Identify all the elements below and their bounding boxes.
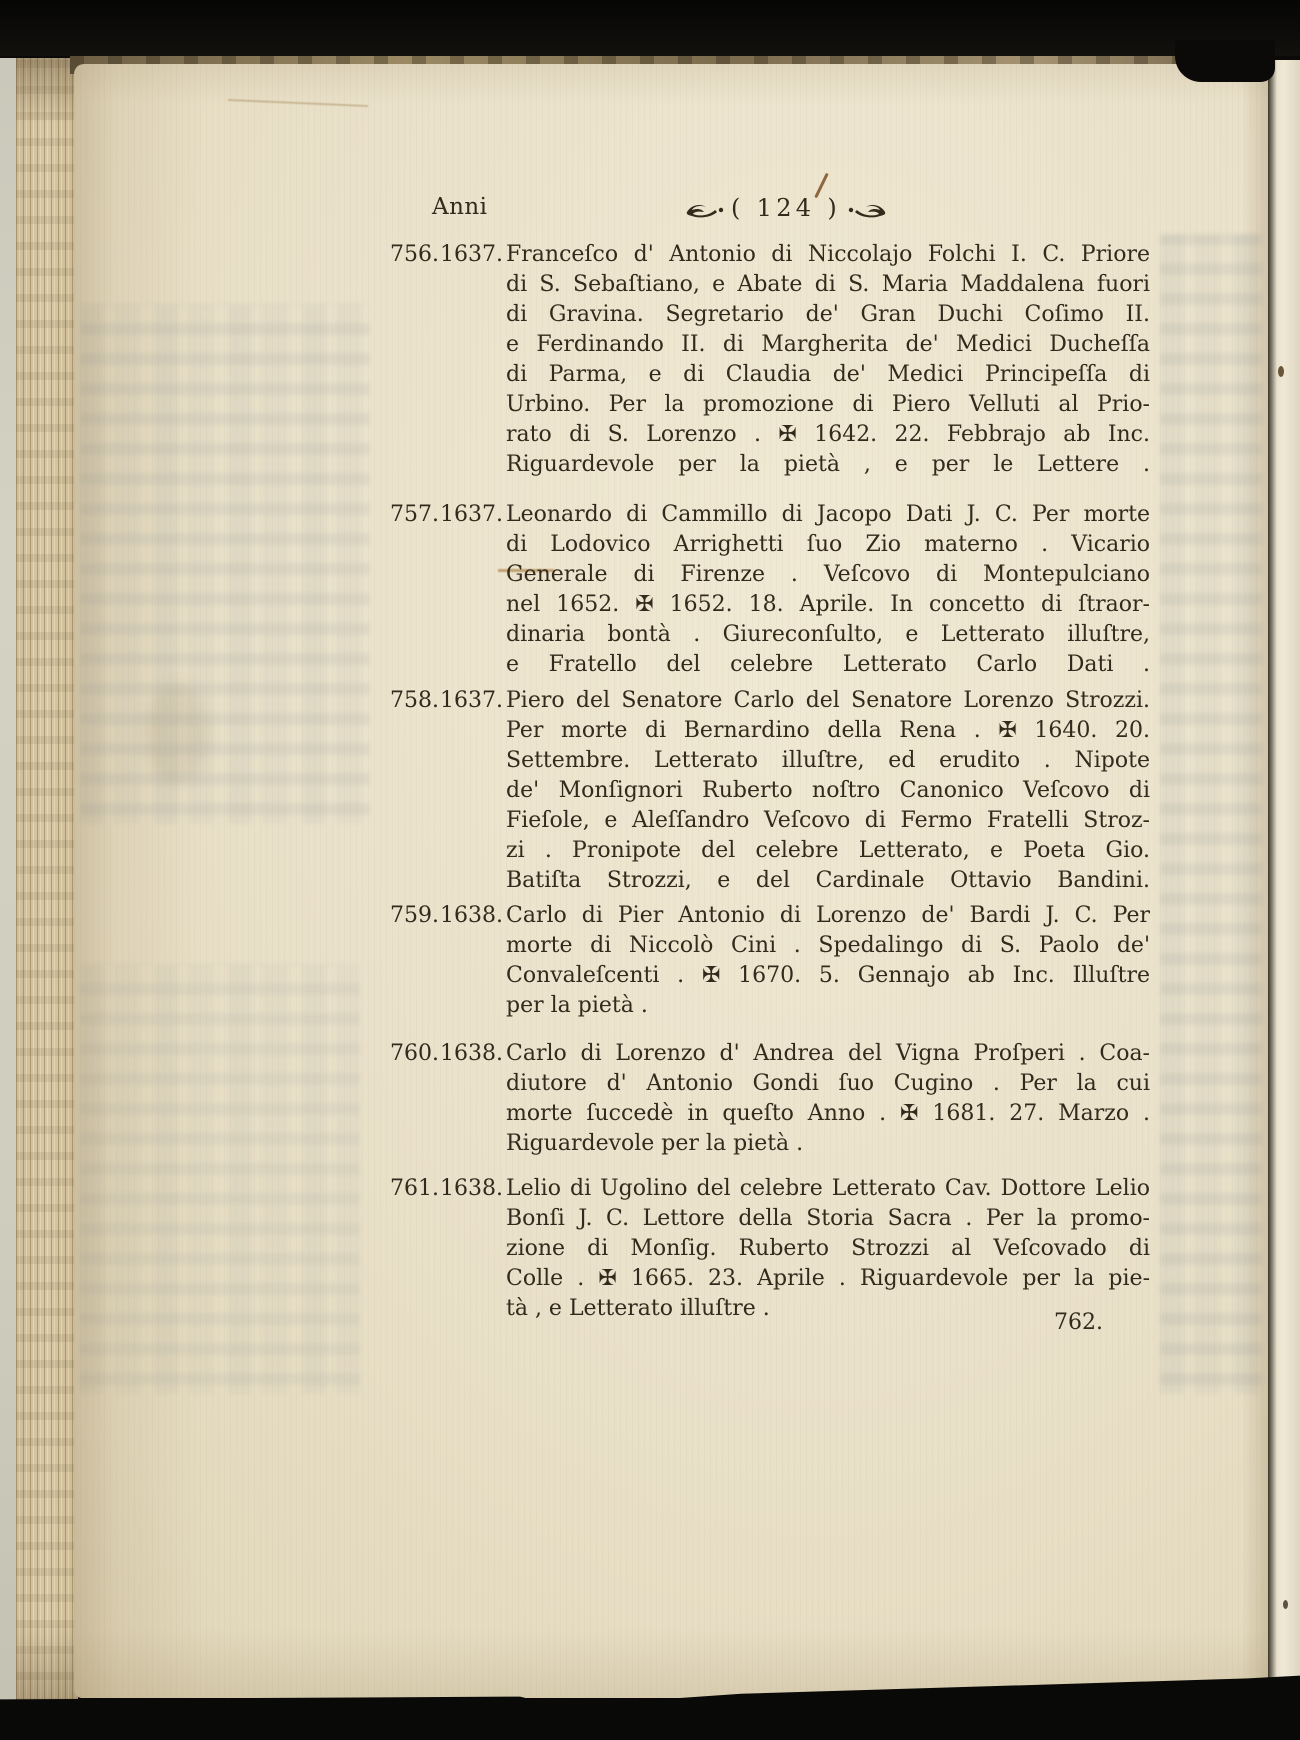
bleed-through-text bbox=[80, 964, 360, 1394]
text-line: Piero del Senatore Carlo del Senatore Lorenzo Strozzi. bbox=[506, 688, 1150, 713]
entry-number: 761. bbox=[390, 1176, 439, 1201]
page-right-fold-edge bbox=[1264, 60, 1300, 1690]
text-line: morte ſuccedè in queſto Anno . ✠ 1681. 27. Marzo . bbox=[506, 1101, 1150, 1126]
photo-background-top bbox=[0, 0, 1300, 56]
running-header-anni: Anni bbox=[432, 194, 488, 220]
entry-year: 1638. bbox=[440, 1041, 503, 1066]
text-line: e Fratello del celebre Letterato Carlo Dati . bbox=[506, 652, 1150, 677]
text-line: diutore d' Antonio Gondi ſuo Cugino . Per la cui bbox=[506, 1071, 1150, 1096]
entry-year: 1638. bbox=[440, 1176, 503, 1201]
text-line: Colle . ✠ 1665. 23. Aprile . Riguardevole per la pie- bbox=[506, 1266, 1150, 1291]
entry-text bbox=[506, 686, 1150, 896]
text-line: Generale di Firenze . Veſcovo di Montepulciano bbox=[506, 562, 1150, 587]
text-line: dinaria bontà . Giureconſulto, e Letterato illuſtre, bbox=[506, 622, 1150, 647]
entry-year: 1637. bbox=[440, 242, 503, 267]
book-page bbox=[74, 64, 1268, 1698]
text-line: e Ferdinando II. di Margherita de' Medici Ducheſſa bbox=[506, 332, 1150, 357]
photo-background-top-notch bbox=[1175, 40, 1275, 82]
entry-text bbox=[506, 1039, 1150, 1159]
text-line: Urbino. Per la promozione di Piero Velluti al Prio- bbox=[506, 392, 1150, 417]
entry-text bbox=[506, 1174, 1150, 1324]
catalog-entry bbox=[390, 240, 1150, 480]
entry-year: 1638. bbox=[440, 903, 503, 928]
entry-text bbox=[506, 240, 1150, 480]
text-line: di S. Sebaſtiano, e Abate di S. Maria Maddalena fuori bbox=[506, 272, 1150, 297]
text-line: di Lodovico Arrighetti ſuo Zio materno . Vicario bbox=[506, 532, 1150, 557]
paper-speck bbox=[1278, 366, 1284, 377]
catalog-entry bbox=[390, 1174, 1150, 1324]
entry-number: 756. bbox=[390, 242, 439, 267]
text-line: Settembre. Letterato illuſtre, ed erudito . Nipote bbox=[506, 748, 1150, 773]
text-line: Lelio di Ugolino del celebre Letterato Cav. Dottore Lelio bbox=[506, 1176, 1150, 1201]
scratch-mark bbox=[228, 99, 368, 107]
text-line: Franceſco d' Antonio di Niccolajo Folchi I. C. Priore bbox=[506, 242, 1150, 267]
catchword: 762. bbox=[1054, 1310, 1103, 1335]
text-line: rato di S. Lorenzo . ✠ 1642. 22. Febbrajo ab Inc. bbox=[506, 422, 1150, 447]
text-line: Convaleſcenti . ✠ 1670. 5. Gennajo ab Inc. Illuſtre bbox=[506, 963, 1150, 988]
text-line: Carlo di Lorenzo d' Andrea del Vigna Proſperi . Coa- bbox=[506, 1041, 1150, 1066]
entry-list bbox=[390, 64, 1150, 1698]
text-line: di Gravina. Segretario de' Gran Duchi Coſimo II. bbox=[506, 302, 1150, 327]
text-line: Riguardevole per la pietà , e per le Lettere . bbox=[506, 452, 1150, 477]
text-line: Carlo di Pier Antonio di Lorenzo de' Bardi J. C. Per bbox=[506, 903, 1150, 928]
text-line: Fieſole, e Aleſſandro Veſcovo di Fermo Fratelli Stroz- bbox=[506, 808, 1150, 833]
entry-number: 760. bbox=[390, 1041, 439, 1066]
text-line: Per morte di Bernardino della Rena . ✠ 1640. 20. bbox=[506, 718, 1150, 743]
text-line: Leonardo di Cammillo di Jacopo Dati J. C. Per morte bbox=[506, 502, 1150, 527]
bleed-through-text bbox=[80, 304, 370, 824]
text-line: Batiſta Strozzi, e del Cardinale Ottavio Bandini. bbox=[506, 868, 1150, 893]
entry-year: 1637. bbox=[440, 688, 503, 713]
text-line: zi . Pronipote del celebre Letterato, e Poeta Gio. bbox=[506, 838, 1150, 863]
entry-year: 1637. bbox=[440, 502, 503, 527]
entry-text bbox=[506, 500, 1150, 680]
entry-number: 759. bbox=[390, 903, 439, 928]
bleed-through-text bbox=[1160, 234, 1262, 1394]
text-line: nel 1652. ✠ 1652. 18. Aprile. In concetto di ſtraor- bbox=[506, 592, 1150, 617]
text-line: tà , e Letterato illuſtre . bbox=[506, 1296, 770, 1321]
entry-number: 758. bbox=[390, 688, 439, 713]
catalog-entry bbox=[390, 686, 1150, 896]
page-fore-edge-stack bbox=[16, 58, 78, 1706]
text-line: de' Monſignori Ruberto noſtro Canonico Veſcovo di bbox=[506, 778, 1150, 803]
text-line: Riguardevole per la pietà . bbox=[506, 1131, 804, 1156]
entry-text bbox=[506, 901, 1150, 1021]
entry-number: 757. bbox=[390, 502, 439, 527]
text-line: morte di Niccolò Cini . Spedalingo di S. Paolo de' bbox=[506, 933, 1150, 958]
text-line: di Parma, e di Claudia de' Medici Principeſſa di bbox=[506, 362, 1150, 387]
paper-smudge bbox=[144, 684, 208, 784]
catalog-entry bbox=[390, 500, 1150, 680]
page-number: ( 124 ) bbox=[730, 194, 842, 222]
paper-speck bbox=[1283, 1600, 1288, 1609]
catalog-entry bbox=[390, 1039, 1150, 1159]
text-line: Bonſi J. C. Lettore della Storia Sacra . Per la promo- bbox=[506, 1206, 1150, 1231]
text-line: zione di Monſig. Ruberto Strozzi al Veſcovado di bbox=[506, 1236, 1150, 1261]
catalog-entry bbox=[390, 901, 1150, 1021]
text-line: per la pietà . bbox=[506, 993, 648, 1018]
